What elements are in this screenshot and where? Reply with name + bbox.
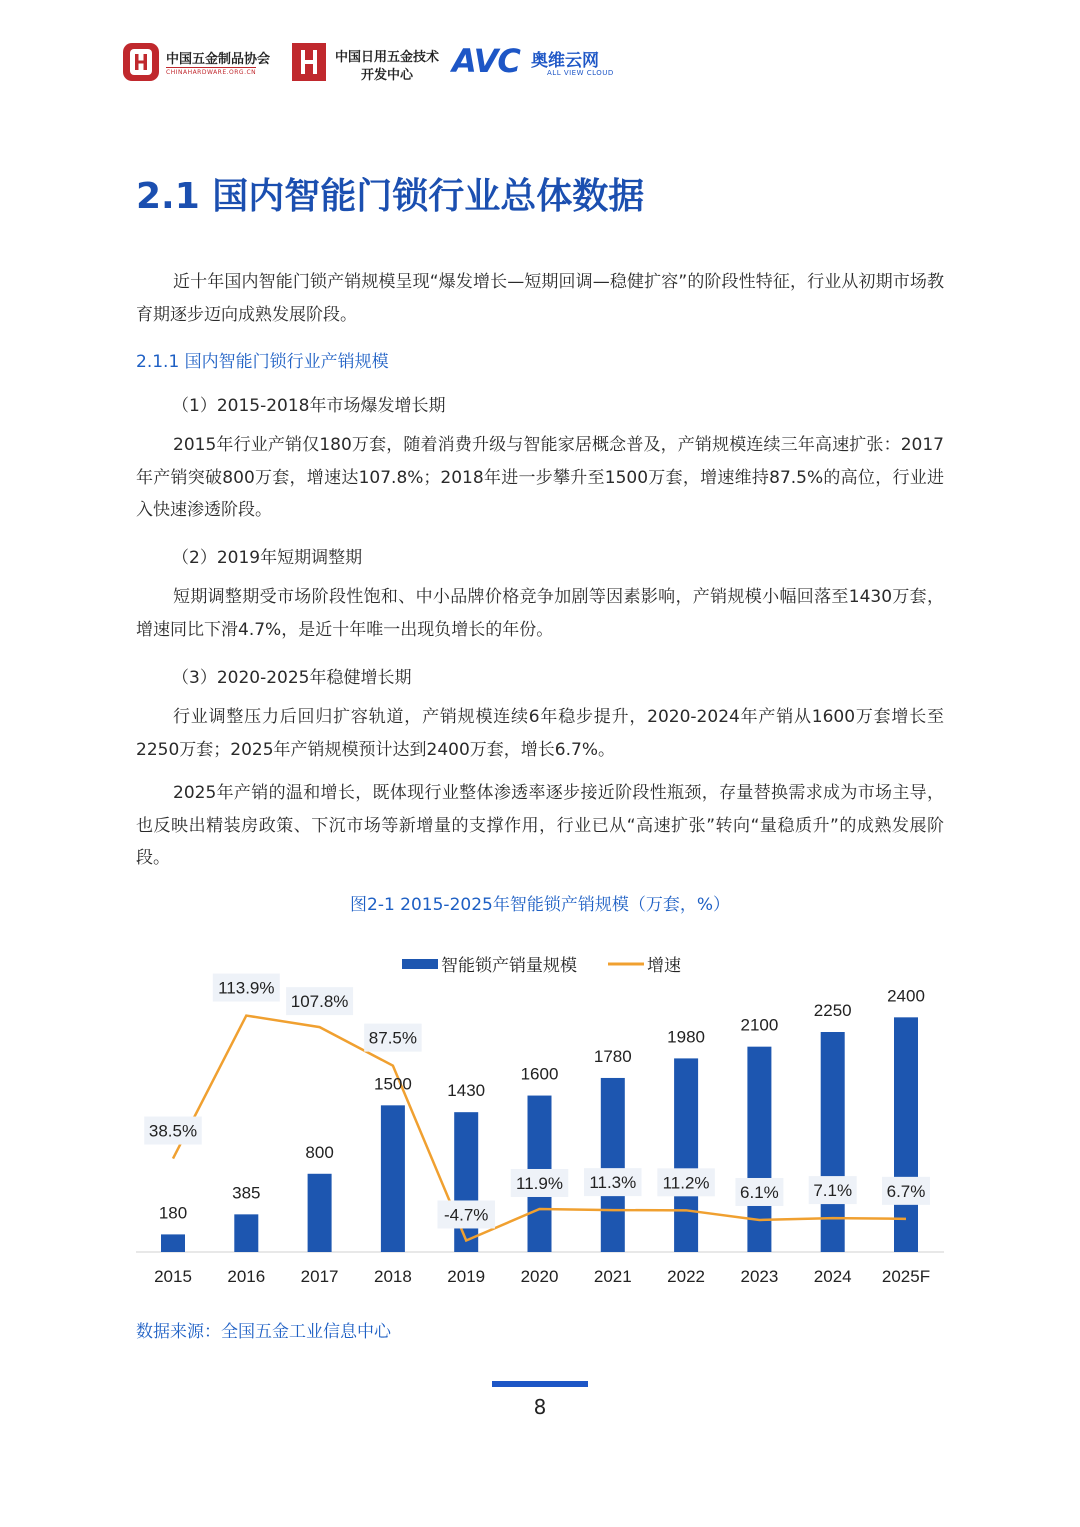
legend-line-label: 增速	[647, 956, 681, 975]
x-tick-label-2024: 2024	[813, 1267, 852, 1286]
cnhardware-name: 中国五金制品协会	[166, 52, 271, 67]
daily-hardware-logo-icon	[291, 42, 327, 82]
page-header	[0, 0, 1080, 110]
x-tick-label-2017: 2017	[300, 1267, 339, 1286]
x-tick-label-2021: 2021	[593, 1267, 632, 1286]
growth-label-2023: 6.1%	[740, 1182, 779, 1202]
bar-value-label-2021: 1780	[593, 1046, 632, 1066]
item1-heading: （1）2015-2018年市场爆发增长期	[172, 396, 446, 416]
bar-2016	[234, 1214, 258, 1252]
bar-2021	[601, 1078, 625, 1252]
growth-label-2025F: 6.7%	[886, 1181, 926, 1201]
bar-value-label-2023: 2100	[740, 1015, 779, 1035]
avc-en-name: ALL VIEW CLOUD	[547, 69, 614, 77]
bar-value-label-2022: 1980	[667, 1027, 706, 1047]
avc-cn-name: 奥维云网	[531, 51, 599, 71]
bar-line-chart	[0, 930, 1080, 1300]
section-title: 2.1 国内智能门锁行业总体数据	[136, 176, 645, 217]
growth-label-2018: 87.5%	[368, 1028, 418, 1048]
bar-2025F	[894, 1017, 918, 1252]
growth-label-2015: 38.5%	[148, 1121, 198, 1141]
x-tick-label-2016: 2016	[227, 1267, 266, 1286]
bar-value-label-2020: 1600	[520, 1064, 559, 1084]
page-number: 8	[533, 1395, 547, 1419]
bar-value-label-2025F: 2400	[887, 986, 925, 1006]
conclusion-paragraph: 2025年产销的温和增长，既体现行业整体渗透率逐步接近阶段性瓶颈，存量替换需求成为市场主导，也反映出精装房政策、下沉市场等新增量的支撑作用，行业已从“高速扩张”转向“量稳质升”的成熟发展阶段。	[136, 783, 944, 868]
daily-hardware-line2: 开发中心	[361, 68, 414, 83]
growth-label-2022: 11.2%	[662, 1173, 710, 1193]
x-tick-label-2023: 2023	[740, 1267, 779, 1286]
growth-label-2016: 113.9%	[218, 978, 275, 998]
bar-value-label-2018: 1500	[373, 1074, 412, 1094]
legend-bar-label: 智能锁产销量规模	[441, 956, 577, 975]
figure-caption: 图2-1 2015-2025年智能锁产销规模（万套，%）	[350, 895, 730, 915]
page-number-bar	[492, 1381, 588, 1387]
cnhardware-logo	[122, 42, 282, 84]
x-tick-label-2022: 2022	[667, 1267, 706, 1286]
x-tick-label-2025F: 2025F	[881, 1267, 931, 1286]
item1-paragraph: 2015年行业产销仅180万套，随着消费升级与智能家居概念普及，产销规模连续三年高速扩张：2017年产销突破800万套，增速达107.8%；2018年进一步攀升至1500万套，增速维持87.5%的高位，行业进入快速渗透阶段。	[136, 435, 944, 520]
bar-2019	[454, 1112, 478, 1252]
x-tick-label-2020: 2020	[520, 1267, 559, 1286]
item3-paragraph: 行业调整压力后回归扩容轨道，产销规模连续6年稳步提升，2020-2024年产销从1600万套增长至2250万套；2025年产销规模预计达到2400万套，增长6.7%。	[136, 707, 944, 760]
cnhardware-logo-icon	[122, 42, 160, 82]
intro-paragraph: 近十年国内智能门锁产销规模呈现“爆发增长—短期回调—稳健扩容”的阶段性特征，行业从初期市场教育期逐步迈向成熟发展阶段。	[136, 272, 944, 325]
cnhardware-url: CHINAHARDWARE.ORG.CN	[166, 69, 257, 76]
bar-series	[158, 1017, 918, 1252]
avc-logo	[452, 42, 642, 84]
bar-value-label-2024: 2250	[813, 1001, 852, 1020]
daily-hardware-line1: 中国日用五金技术	[335, 50, 440, 65]
growth-label-2021: 11.3%	[589, 1173, 637, 1193]
x-tick-label-2015: 2015	[154, 1267, 192, 1286]
bar-value-label-2015: 180	[158, 1203, 188, 1223]
subsection-title: 2.1.1 国内智能门锁行业产销规模	[136, 352, 389, 372]
bar-2018	[381, 1105, 405, 1252]
x-tick-label-2019: 2019	[447, 1267, 486, 1286]
bar-value-label-2016: 385	[232, 1183, 261, 1203]
daily-hardware-logo	[291, 42, 451, 84]
bar-2017	[308, 1174, 332, 1252]
data-source: 数据来源：全国五金工业信息中心	[136, 1322, 391, 1342]
bar-2015	[161, 1234, 185, 1252]
chart-legend	[402, 955, 681, 975]
item3-heading: （3）2020-2025年稳健增长期	[172, 668, 412, 688]
legend-bar-swatch	[402, 959, 438, 969]
bar-value-label-2019: 1430	[447, 1081, 486, 1101]
bar-value-label-2017: 800	[305, 1142, 334, 1162]
x-tick-label-2018: 2018	[373, 1267, 412, 1286]
growth-label-2024: 7.1%	[813, 1181, 853, 1201]
growth-label-2017: 107.8%	[290, 992, 349, 1012]
bar-2022	[674, 1058, 698, 1252]
growth-label-2020: 11.9%	[516, 1173, 563, 1193]
item2-heading: （2）2019年短期调整期	[172, 548, 363, 568]
growth-label-2019: -4.7%	[443, 1205, 489, 1225]
item2-paragraph: 短期调整期受市场阶段性饱和、中小品牌价格竞争加剧等因素影响，产销规模小幅回落至1430万套，增速同比下滑4.7%，是近十年唯一出现负增长的年份。	[136, 587, 944, 640]
avc-logo-mark: AVC	[452, 42, 520, 80]
